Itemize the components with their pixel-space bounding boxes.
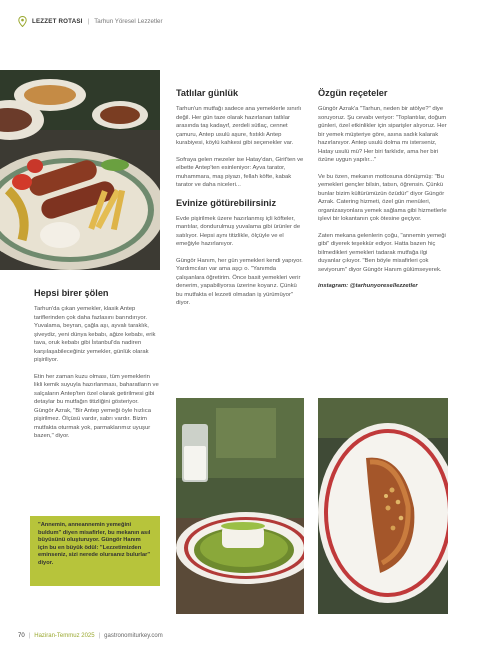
pastry-dessert-photo [318, 398, 448, 614]
header-separator: | [87, 17, 90, 25]
pistachio-dessert-photo [176, 398, 304, 614]
heading-evinize-goturebilirsiniz: Evinize götürebilirsiniz [176, 197, 277, 208]
paragraph: Ve bu özen, mekanın mottosuna dönüşmüş: "Bu yemekleri gençler bilsin, tatsın, öğrensin. Çünkü bunlar bizim kültürümüzün özüdür" diyor Güngör Azrak. Catering hizmeti, özel gün menüleri, organizasyonlara yemek sağlama gibi hizmetlerle işlevi bir lokantanın çok ötesine geçiyor. [318, 173, 447, 222]
paragraph: Zaten mekana gelenlerin çoğu, "annemin yemeği gibi" diyerek teşekkür ediyor. Hatta bazen hiç bilmedikleri yemekleri tadarak mutfağa ilgi duyanlar çıkıyor. "Ben böyle misafirleri çok seviyorum" diyor Güngör Hanım gülümseyerek. [318, 232, 446, 273]
kebab-platter-photo [0, 70, 160, 270]
paragraph: Sofraya gelen mezeler ise Hatay'dan, Girit'ten ve elbette Antep'ten esinleniyor: Ayva tarator, muhammara, maş piyazı, fellah köfte, kabak tarator ve daha niceleri... [176, 156, 304, 188]
issue-date: Haziran-Temmuz 2025 [34, 633, 95, 639]
page-footer [18, 633, 163, 639]
paragraph: Evde pişirilmek üzere hazırlanmış içli köfteler, mantılar, dondurulmuş yuvalama gibi ürünler de satılıyor. Hepsi aynı titizlikle, ölçüyle ve el emeğiyle hazırlanıyor. [176, 215, 301, 247]
paragraph: Tarhun'un mutfağı sadece ana yemeklerle sınırlı değil. Her gün taze olarak hazırlanan tatlılar arasında taş kadayıf, zerdeli sütlaç, cennet çamuru, Antep usulü aşure, fıstıklı Antep kurabiyesi, köylü kahkesi gibi seçenekler var. [176, 106, 302, 146]
footer-separator: | [28, 633, 31, 639]
location-pin-icon [18, 16, 27, 27]
paragraph: Tarhun'da çıkan yemekler, klasik Antep tariflerinden çok daha fazlasını barındırıyor. Yuvalama, beyran, çağla aşı, ayvalı taraklık, şiveydiz, yeni dünya kebabı, ağize kebabı, erik tava, oruk kebabı gibi İstanbul'da nadiren karşılaşabileceğiniz yemekler, günlük olarak pişiriliyor. [34, 306, 156, 363]
page-number: 70 [18, 633, 25, 639]
footer-separator: | [98, 633, 101, 639]
section-subtitle: Tarhun Yöresel Lezzetler [94, 17, 163, 25]
heading-ozgun-receteler: Özgün reçeteler [318, 88, 388, 98]
magazine-header [18, 14, 163, 28]
website-link[interactable]: gastronomiturkey.com [104, 633, 163, 639]
paragraph: Güngör Azrak'a "Tarhun, neden bir atölye?" diye soruyoruz. Şu cevabı veriyor: "Toplantılar, doğum günleri, özel etkinlikler için siparişler alıyoruz. Her bir yemek müşteriye göre, asına sadık kalarak hazırlanıyor. Antep usulü dolma mı isterseniz, Hatay usulü mü? Her biri farklıdır, ama her biri özüne uygun yapılır..." [318, 106, 447, 163]
instagram-handle: instagram: @tarhunyoresellezzetler [318, 283, 418, 289]
paragraph: Etin her zaman kuzu olması, tüm yemeklerin likli kemik suyuyla hazırlanması, baharatların ve salçaların Antep'ten özel olarak getirilmesi gibi detaylar bu mutfağın titizliğini gösteriyor. Güngör Azrak, "Bir Antep yemeği öyle hızlıca pişirilmez. Ölçüsü vardır, sabrı vardır. Bizim mutfakta oturmak yok, parmaklarımız uyuşur bazen," diyor. [34, 373, 159, 439]
column-left [34, 288, 159, 449]
heading-tatlilar-gunluk: Tatlılar günlük [176, 88, 239, 98]
paragraph: Güngör Hanım, her gün yemekleri kendi yapıyor. Yardımcıları var ama aşçı o. "Yanımda çalışanlara öğretirim. Önce basit yemekleri verir denerim, yapabiliyorsa üzerine koyarız. Çünkü bu mutfakta el lezzeti olmadan iş yürümüyor" diyor. [176, 257, 303, 306]
pull-quote-box: "Annemin, anneannemin yemeğini buldum" diyen misafirler, bu mekanın asıl büyüsünü oluşturuyor. Güngör Hanım için bu en büyük ödül: "Lezzetimizden eminseniz, sizi nerede olursanız bulurlar" diyor. [30, 516, 160, 586]
section-brand: LEZZET ROTASI [32, 17, 83, 25]
column-right [318, 88, 448, 299]
column-middle [176, 88, 304, 316]
heading-hepsi-birer-solen: Hepsi birer şölen [34, 288, 109, 298]
